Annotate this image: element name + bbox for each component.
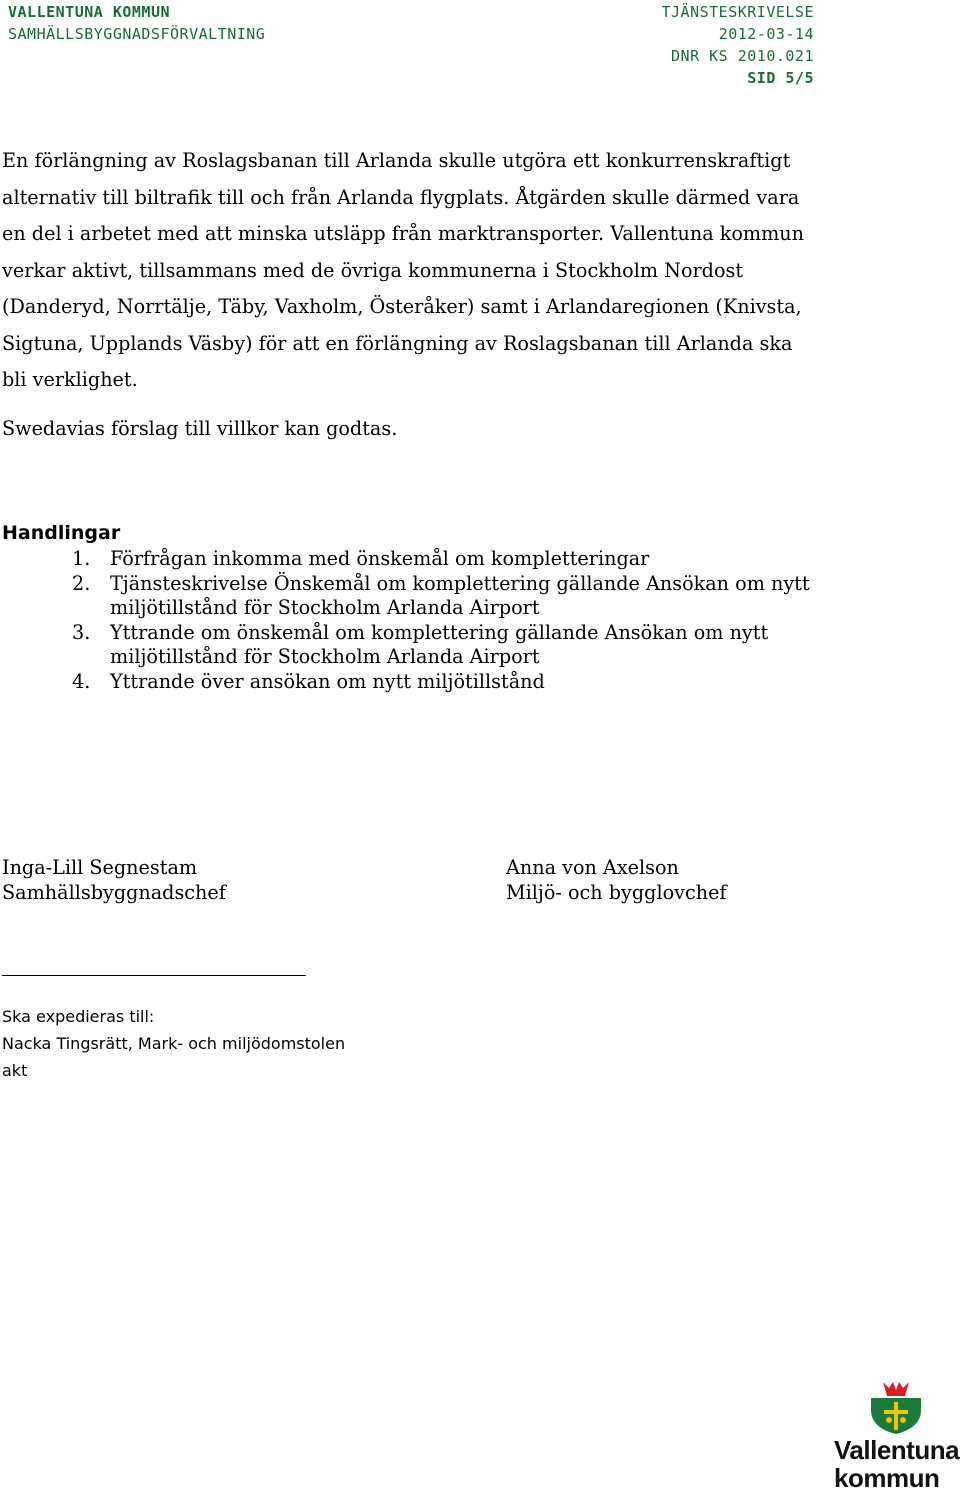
expedieras-block [2,1003,345,1084]
list-item [0,670,850,695]
logo-line2: kommun [834,1463,940,1493]
logo-wordmark [834,1436,959,1492]
org-name: VALLENTUNA KOMMUN [8,3,171,21]
list-item [0,572,850,621]
department-name: SAMHÄLLSBYGGNADSFÖRVALTNING [8,25,266,43]
list-item-number: 4. [72,669,91,693]
signature-right [506,856,727,905]
doc-date: 2012-03-14 [718,25,814,43]
body-paragraph-2: Swedavias förslag till villkor kan godtas. [2,417,398,440]
expedieras-label: Ska expedieras till: [2,1007,155,1026]
list-item-number: 3. [72,620,91,644]
handlingar-list [0,547,850,695]
handlingar-heading: Handlingar [2,522,121,544]
signature-title: Samhällsbyggnadschef [2,880,226,904]
signature-title: Miljö- och bygglovchef [506,880,727,904]
divider-line [2,975,306,976]
doc-dnr: DNR KS 2010.021 [671,47,814,65]
page-number: SID 5/5 [747,69,814,87]
recipient: Nacka Tingsrätt, Mark- och miljödomstolen [2,1034,346,1053]
signature-left [2,856,226,905]
list-item-text: Tjänsteskrivelse Önskemål om komplettering gällande Ansökan om nytt miljötillstånd för Stockholm Arlanda Airport [110,571,810,620]
logo-line1: Vallentuna [834,1435,960,1465]
signature-name: Anna von Axelson [506,856,679,879]
doc-type: TJÄNSTESKRIVELSE [661,3,814,21]
list-item-text: Yttrande över ansökan om nytt miljötillstånd [110,669,545,693]
recipient: akt [2,1061,28,1080]
list-item-text: Förfrågan inkomma med önskemål om kompletteringar [110,547,650,570]
list-item-number: 2. [72,571,91,595]
header-left [8,1,265,45]
header-right [662,1,815,89]
list-item [0,621,850,670]
signature-name: Inga-Lill Segnestam [2,856,198,879]
list-item-text: Yttrande om önskemål om komplettering gällande Ansökan om nytt miljötillstånd för Stockholm Arlanda Airport [110,620,769,669]
list-item-number: 1. [72,547,91,570]
list-item [0,547,850,572]
body-paragraph-1: En förlängning av Roslagsbanan till Arlanda skulle utgöra ett konkurrenskraftigt alternativ till biltrafik till och från Arlanda flygplats. Åtgärden skulle därmed vara en del i arbetet med att minska utsläpp från marktransporter. Vallentuna kommun verkar aktivt, tillsammans med de övriga kommunerna i Stockholm Nordost (Danderyd, Norrtälje, Täby, Vaxholm, Österåker) samt i Arlandaregionen (Knivsta, Sigtuna, Upplands Väsby) för att en förlängning av Roslagsbanan till Arlanda ska bli verklighet. [2,149,805,391]
